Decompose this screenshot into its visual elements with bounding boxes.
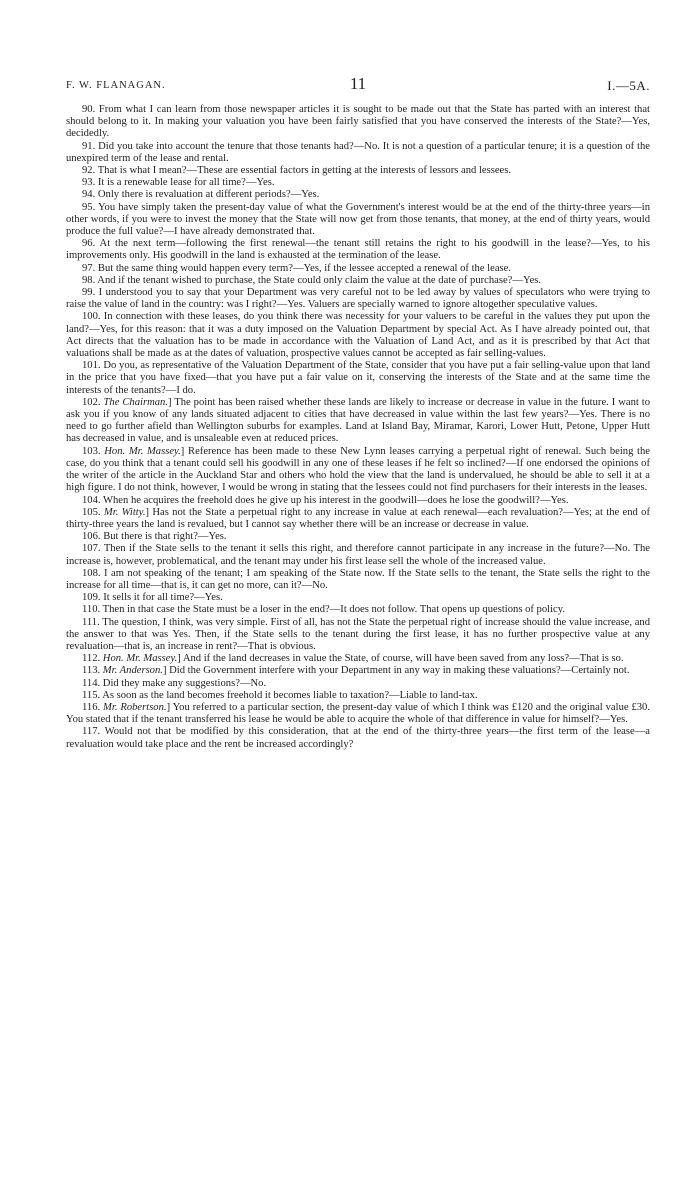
paragraph-text: 107. Then if the State sells to the tenant it sells this right, and therefore cannot participate in any increase in the future?—No. The increase is, however, problematical, and the tenant may under his first lease sell the whole of the increased value. bbox=[66, 543, 650, 567]
paragraph-text: 108. I am not speaking of the tenant; I am speaking of the State now. If the State sells to the tenant, the State sells the right to the increase for all time—that is, it can get no more, can it?—No. bbox=[66, 567, 650, 591]
speaker-name: The Chairman. bbox=[103, 396, 168, 408]
paragraph-text: 109. It sells it for all time?—Yes. bbox=[82, 592, 223, 604]
paragraph-text: 93. It is a renewable lease for all time?—Yes. bbox=[82, 177, 275, 189]
question-paragraph bbox=[66, 360, 650, 397]
question-paragraph bbox=[66, 678, 650, 690]
paragraph-text: ] The point has been raised whether these lands are likely to increase or decrease in value in the future. I want to ask you if you know of any lands situated adjacent to cities that have decreased in value within the last few years?—Yes. There is no need to go further afield than Wellington suburbs for examples. Land at Island Bay, Miramar, Karori, Lower Hutt, Petone, Upper Hutt has decreased in value, and is unsaleable even at reduced prices. bbox=[66, 396, 650, 445]
question-paragraph bbox=[66, 543, 650, 567]
page-header bbox=[66, 72, 650, 98]
question-paragraph bbox=[66, 726, 650, 750]
question-paragraph bbox=[66, 592, 650, 604]
question-paragraph bbox=[66, 495, 650, 507]
paragraph-text: 92. That is what I mean?—These are essential factors in getting at the interests of lessors and lessees. bbox=[82, 165, 512, 177]
paragraph-text: 114. Did they make any suggestions?—No. bbox=[82, 677, 267, 689]
question-paragraph bbox=[66, 397, 650, 446]
paragraph-text: 91. Did you take into account the tenure that those tenants had?—No. It is not a question of a particular tenure; it is a question of the unexpired term of the lease and rental. bbox=[66, 140, 650, 164]
question-paragraph bbox=[66, 202, 650, 239]
paragraph-text: 110. Then in that case the State must be a loser in the end?—It does not follow. That opens up questions of policy. bbox=[82, 604, 565, 616]
paragraph-text: 117. Would not that be modified by this consideration, that at the end of the thirty-three years—the first term of the lease—a revaluation would take place and the rent be increased accordingly? bbox=[66, 726, 650, 750]
paragraph-text: 106. But there is that right?—Yes. bbox=[82, 531, 227, 543]
question-paragraph bbox=[66, 275, 650, 287]
question-number: 102. bbox=[82, 396, 104, 408]
paper-reference: I.—5A. bbox=[607, 78, 650, 93]
paragraph-text: 90. From what I can learn from those newspaper articles it is sought to be made out that the State has parted with an interest that should belong to it. In making your valuation you have been fairly satisfied that you have conserved the interests of the State?—Yes, decidedly. bbox=[66, 104, 650, 140]
question-paragraph bbox=[66, 604, 650, 616]
question-paragraph bbox=[66, 165, 650, 177]
paragraph-text: 115. As soon as the land becomes freehold it becomes liable to taxation?—Liable to land-tax. bbox=[82, 689, 478, 701]
paragraph-text: ] And if the land decreases in value the State, of course, will have been saved from any loss?—That is so. bbox=[177, 653, 624, 665]
paragraph-text: 94. Only there is revaluation at different periods?—Yes. bbox=[82, 189, 320, 201]
question-paragraph bbox=[66, 653, 650, 665]
transcript-body bbox=[66, 104, 650, 751]
paragraph-text: ] Reference has been made to these New Lynn leases carrying a perpetual right of renewal. Such being the case, do you think that a tenant could sell his goodwill in any one of these leases if he felt so inclined?—If one endorsed the opinions of the writer of the article in the Auckland Star and others who hold the view that the land is undervalued, he should be able to sell it at a high figure. I do not think, however, I would be wrong in stating that the lessees could not find purchasers for their interests in the leases. bbox=[66, 445, 651, 494]
question-paragraph bbox=[66, 104, 650, 141]
question-paragraph bbox=[66, 702, 650, 726]
paragraph-text: 100. In connection with these leases, do you think there was necessity for your valuers to be careful in the values they put upon the land?—Yes, for this reason: that it was a duty imposed on the Valuation Department by special Act. As I have already pointed out, that Act directs that the valuation has to be made in accordance with the Valuation of Land Act, and as it is prescribed by that Act that valuations shall be made as at the dates of valuation, prospective values cannot be accepted as fair selling-values. bbox=[66, 311, 650, 360]
question-paragraph bbox=[66, 507, 650, 531]
paragraph-text: ] Did the Government interfere with your Department in any way in making these valuations?—Certainly not. bbox=[162, 665, 630, 677]
question-paragraph bbox=[66, 189, 650, 201]
question-paragraph bbox=[66, 287, 650, 311]
question-number: 113. bbox=[82, 665, 103, 677]
speaker-name: Hon. Mr. Massey. bbox=[102, 653, 178, 665]
paragraph-text: 96. At the next term—following the first renewal—the tenant still retains the right to his goodwill in the lease?—Yes, to his improvements only. His goodwill in the land is exhausted at the termination of the lease. bbox=[66, 238, 650, 262]
paragraph-text: 104. When he acquires the freehold does he give up his interest in the goodwill—does he lose the goodwill?—Yes. bbox=[82, 494, 569, 506]
paragraph-text: 99. I understood you to say that your Department was very careful not to be led away by values of speculators who were trying to raise the value of land in the country: was I right?—Yes. Valuers are specially warned to ignore altogether speculative values. bbox=[66, 287, 650, 311]
paragraph-text: 111. The question, I think, was very simple. First of all, has not the State the perpetual right of increase should the value increase, and the answer to that was Yes. Then, if the State sells to the tenant during the first lease, it has no further prospective value at any revaluation—that is, an increase in rent?—That is obvious. bbox=[66, 616, 650, 652]
paragraph-text: ] Has not the State a perpetual right to any increase in value at each renewal—each revaluation?—Yes; at the end of thirty-three years the land is revalued, but I cannot say whether there will be an increase or decrease in value. bbox=[66, 506, 651, 530]
question-paragraph bbox=[66, 263, 650, 275]
question-number: 105. bbox=[82, 506, 104, 518]
question-paragraph bbox=[66, 690, 650, 702]
witness-name: F. W. FLANAGAN. bbox=[66, 80, 166, 91]
question-paragraph bbox=[66, 238, 650, 262]
speaker-name: Mr. Anderson. bbox=[102, 665, 163, 677]
speaker-name: Mr. Robertson. bbox=[103, 701, 167, 713]
paragraph-text: 97. But the same thing would happen every term?—Yes, if the lessee accepted a renewal of the lease. bbox=[82, 262, 511, 274]
question-paragraph bbox=[66, 665, 650, 677]
question-paragraph bbox=[66, 177, 650, 189]
page-number: 11 bbox=[349, 74, 367, 93]
question-paragraph bbox=[66, 141, 650, 165]
question-number: 112. bbox=[82, 653, 103, 665]
question-paragraph bbox=[66, 568, 650, 592]
paragraph-text: ] You referred to a particular section, the present-day value of which I think was £120 and the original value £30. You stated that if the tenant transferred his lease he would be able to acquire the whole of that difference in value for himself?—Yes. bbox=[66, 701, 650, 726]
paragraph-text: 98. And if the tenant wished to purchase, the State could only claim the value at the date of purchase?—Yes. bbox=[82, 274, 542, 286]
question-paragraph bbox=[66, 617, 650, 654]
question-number: 116. bbox=[82, 701, 104, 713]
paragraph-text: 101. Do you, as representative of the Valuation Department of the State, consider that you have put a fair selling-value upon that land in the price that you have fixed—that you have put a fair value on it, conserving the interests of the State and at the same time the interests of the tenants?—I do. bbox=[66, 360, 650, 396]
question-paragraph bbox=[66, 311, 650, 360]
question-number: 103. bbox=[82, 445, 105, 457]
speaker-name: Hon. Mr. Massey. bbox=[104, 445, 181, 457]
speaker-name: Mr. Witty. bbox=[103, 506, 146, 518]
question-paragraph bbox=[66, 446, 650, 495]
question-paragraph bbox=[66, 531, 650, 543]
paragraph-text: 95. You have simply taken the present-day value of what the Government's interest would be at the end of the thirty-three years—in other words, if you were to invest the money that the State will now get from those tenants, that money, at the end of thirty years, would produce the full value?—I have already demonstrated that. bbox=[66, 201, 650, 238]
